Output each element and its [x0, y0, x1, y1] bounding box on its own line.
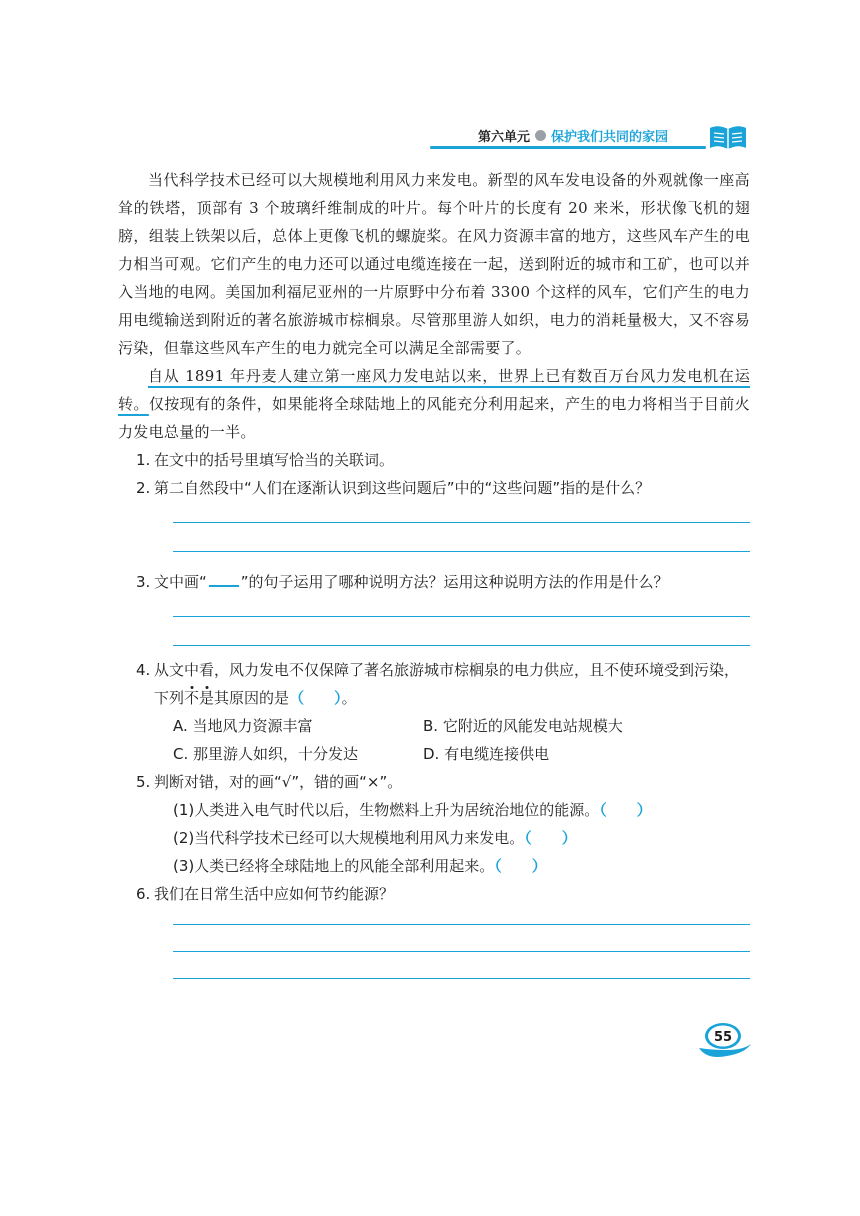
question-1 [118, 446, 750, 474]
question-text: 文中画“ [154, 573, 207, 591]
article-paragraph-2 [118, 362, 750, 446]
unit-theme: 保护我们共同的家园 [551, 129, 669, 145]
worksheet-content [118, 166, 750, 979]
question-6 [118, 880, 750, 908]
article-paragraph-1: 当代科学技术已经可以大规模地利用风力来发电。新型的风车发电设备的外观就像一座高耸的铁塔，顶部有 3 个玻璃纤维制成的叶片。每个叶片的长度有 20 来米，形状像飞机的翅膀，组装上铁架以后，总体上更像飞机的螺旋桨。在风力资源丰富的地方，这些风车产生的电力相当可观。它们产生的电力还可以通过电缆连接在一起，送到附近的城市和工矿，也可以并入当地的电网。美国加利福尼亚州的一片原野中分布着 3300 个这样的风车，它们产生的电力用电缆输送到附近的著名旅游城市棕榈泉。尽管那里游人如织，电力的消耗量极大，又不容易污染，但靠这些风车产生的电力就完全可以满足全部需要了。 [118, 171, 750, 357]
question-4 [118, 656, 750, 712]
header-underline [430, 146, 706, 149]
emphasis-char: 不 [184, 689, 200, 707]
answer-paren[interactable]: （ ） [289, 689, 342, 707]
option-a[interactable]: A. 当地风力资源丰富 [173, 717, 313, 735]
emphasis-char: 是 [199, 689, 215, 707]
judge-text: (1)人类进入电气时代以后，生物燃料上升为居统治地位的能源。 [173, 801, 600, 819]
option-c[interactable]: C. 那里游人如织，十分发达 [173, 745, 359, 763]
page-number-badge [697, 1020, 753, 1060]
question-2 [118, 474, 750, 502]
answer-paren[interactable]: （ ） [524, 829, 577, 847]
judge-text: (2)当代科学技术已经可以大规模地利用风力来发电。 [173, 829, 525, 847]
question-5 [118, 768, 750, 796]
question-number: 4. [136, 661, 151, 679]
question-text: 判断对错，对的画“√”，错的画“×”。 [154, 773, 403, 791]
option-b[interactable]: B. 它附近的风能发电站规模大 [423, 717, 623, 735]
question-text: 我们在日常生活中应如何节约能源？ [154, 885, 395, 903]
question-text: 第二自然段中“人们在逐渐认识到这些问题后”中的“这些问题”指的是什么？ [154, 479, 651, 497]
answer-paren[interactable]: （ ） [599, 801, 652, 819]
question-3 [118, 568, 750, 596]
question-number: 6. [136, 885, 151, 903]
answer-line[interactable] [173, 978, 750, 979]
header-dot [535, 130, 546, 141]
question-text: ”的句子运用了哪种说明方法？运用这种说明方法的作用是什么？ [240, 573, 669, 591]
question-number: 1. [136, 451, 151, 469]
question-text: 在文中的括号里填写恰当的关联词。 [154, 451, 395, 469]
question-text: 。 [341, 689, 357, 707]
underlined-sentence: 自从 1891 年丹麦人建立第一座风力发电站以来，世界上已有数百万台风力发电机在运转。 [118, 367, 750, 413]
judge-item-1 [118, 796, 750, 824]
judge-item-2 [118, 824, 750, 852]
choice-options [118, 712, 750, 768]
paragraph-2-rest: 仅按现有的条件，如果能将全球陆地上的风能充分利用起来，产生的电力将相当于目前火力发电总量的一半。 [118, 395, 750, 441]
option-d[interactable]: D. 有电缆连接供电 [423, 745, 550, 763]
judge-item-3 [118, 852, 750, 880]
question-number: 3. [136, 573, 151, 591]
underline-sample [209, 571, 239, 587]
answer-paren[interactable]: （ ） [494, 857, 547, 875]
question-number: 2. [136, 479, 151, 497]
question-number: 5. [136, 773, 151, 791]
unit-header [478, 124, 668, 146]
unit-title: 第六单元 [478, 129, 531, 145]
book-icon [708, 124, 748, 150]
page-number: 55 [713, 1030, 733, 1045]
question-text: 从文中看，风力发电不仅保障了著名旅游城市棕榈泉的电力供应，且不使环境受到污染，下列 [154, 661, 740, 707]
question-text: 其原因的是 [214, 689, 290, 707]
judge-text: (3)人类已经将全球陆地上的风能全部利用起来。 [173, 857, 495, 875]
